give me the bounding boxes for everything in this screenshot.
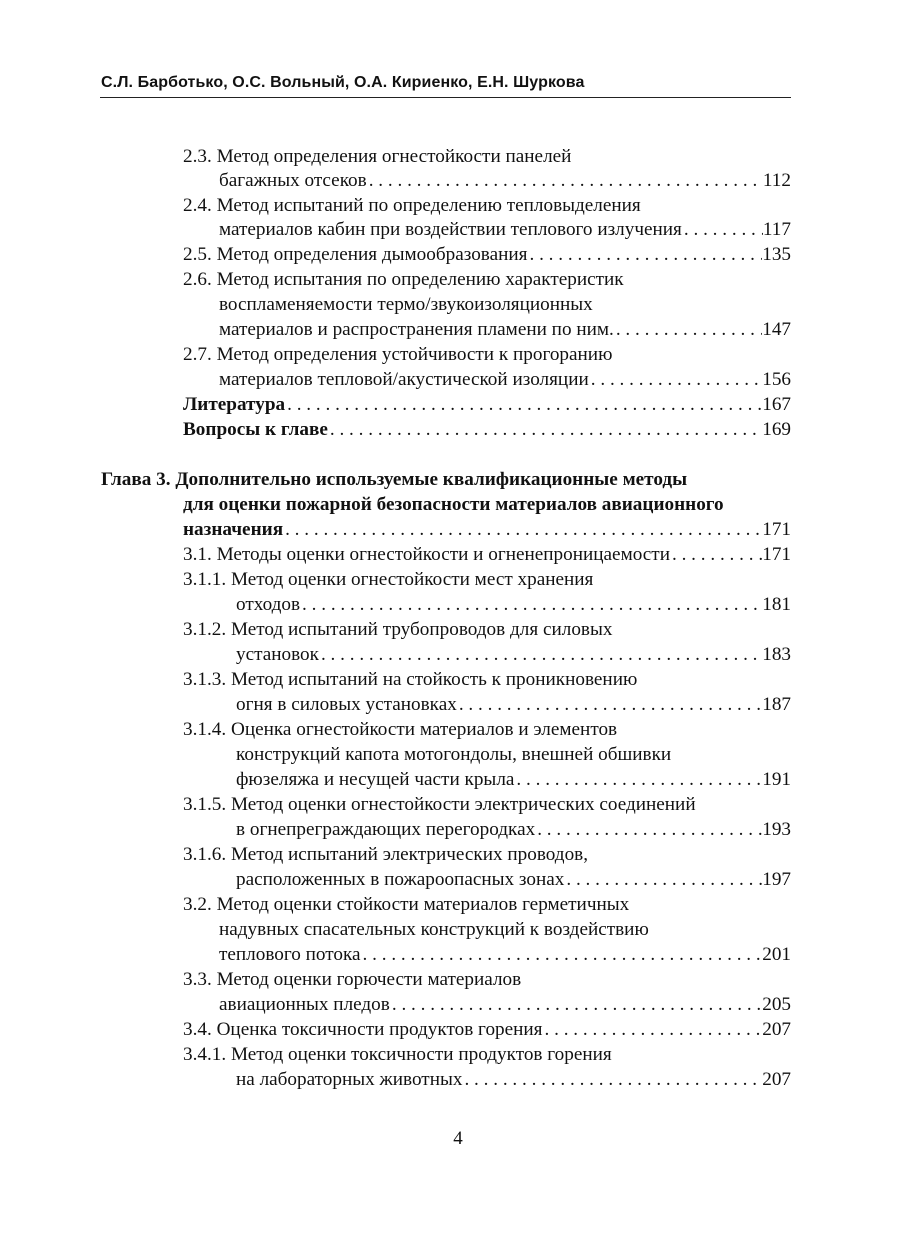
toc-page-number: 205 — [762, 994, 791, 1015]
toc-line: 2.3. Метод определения огнестойкости панелей — [183, 146, 572, 167]
toc-page-number: 187 — [762, 694, 791, 715]
toc-line: 3.1.2. Метод испытаний трубопроводов для силовых — [183, 619, 613, 640]
leader-dots — [589, 368, 762, 392]
leader-dots — [514, 768, 762, 792]
leader-dots — [457, 693, 762, 717]
toc-entry-2-6[interactable] — [219, 318, 791, 342]
toc-entry-3-2[interactable] — [219, 943, 791, 967]
toc-entry-2-5[interactable] — [183, 243, 791, 267]
leader-dots — [361, 943, 763, 967]
toc-entry-title: в огнепреграждающих перегородках — [236, 819, 536, 840]
leader-dots — [462, 1068, 762, 1092]
toc-entry-3-4-1[interactable] — [236, 1068, 791, 1092]
toc-line: 2.7. Метод определения устойчивости к прогоранию — [183, 344, 613, 365]
toc-entry-3-1-1[interactable] — [236, 593, 791, 617]
toc-line: воспламеняемости термо/звукоизоляционных — [219, 294, 593, 315]
toc-page-number: 193 — [762, 819, 791, 840]
toc-entry-questions[interactable] — [183, 418, 791, 442]
toc-line: 3.1.6. Метод испытаний электрических проводов, — [183, 844, 589, 865]
toc-page-number: 167 — [762, 394, 791, 415]
toc-entry-chapter-3[interactable] — [183, 518, 791, 542]
toc-entry-3-4[interactable] — [183, 1018, 791, 1042]
toc-line: 3.3. Метод оценки горючести материалов — [183, 969, 522, 990]
leader-dots — [614, 318, 762, 342]
toc-entry-2-7[interactable] — [219, 368, 791, 392]
leader-dots — [367, 169, 763, 193]
toc-entry-title: 3.1. Методы оценки огнестойкости и огненепроницаемости — [183, 544, 670, 565]
toc-line: 3.1.5. Метод оценки огнестойкости электрических соединений — [183, 794, 696, 815]
leader-dots — [283, 518, 762, 542]
toc-line: 3.1.1. Метод оценки огнестойкости мест хранения — [183, 569, 594, 590]
toc-entry-3-1-3[interactable] — [236, 693, 791, 717]
toc-page-number: 181 — [762, 594, 791, 615]
toc-entry-title: 3.4. Оценка токсичности продуктов горения — [183, 1019, 543, 1040]
toc-entry-title: установок — [236, 644, 319, 665]
toc-entry-title: Вопросы к главе — [183, 419, 328, 440]
toc-entry-2-3[interactable] — [219, 169, 791, 193]
toc-entry-title: багажных отсеков — [219, 170, 367, 191]
toc-entry-title: материалов кабин при воздействии теплового излучения — [219, 219, 682, 240]
leader-dots — [300, 593, 762, 617]
leader-dots — [390, 993, 762, 1017]
toc-line: конструкций капота мотогондолы, внешней обшивки — [236, 744, 672, 765]
toc-page-number: 197 — [762, 869, 791, 890]
toc-entry-3-3[interactable] — [219, 993, 791, 1017]
toc-entry-title: Литература — [183, 394, 286, 415]
leader-dots — [319, 643, 762, 667]
page-number: 4 — [453, 1128, 463, 1149]
running-header-authors: С.Л. Барботько, О.С. Вольный, О.А. Кириенко, Е.Н. Шуркова — [101, 74, 585, 91]
toc-page-number: 147 — [762, 319, 791, 340]
toc-entry-title: теплового потока — [219, 944, 361, 965]
leader-dots — [543, 1018, 763, 1042]
toc-page-number: 117 — [762, 219, 791, 240]
toc-page-number: 207 — [762, 1069, 791, 1090]
toc-page-number: 169 — [762, 419, 791, 440]
leader-dots — [328, 418, 762, 442]
toc-line: 2.4. Метод испытаний по определению тепловыделения — [183, 195, 641, 216]
toc-page-number: 156 — [762, 369, 791, 390]
leader-dots — [535, 818, 762, 842]
toc-entry-title: назначения — [183, 519, 284, 540]
toc-page-number: 201 — [762, 944, 791, 965]
toc-entry-title: материалов и распространения пламени по ним. — [219, 319, 614, 340]
toc-entry-title: материалов тепловой/акустической изоляции — [219, 369, 589, 390]
toc-entry-title: 2.5. Метод определения дымообразования — [183, 244, 528, 265]
toc-line: 3.2. Метод оценки стойкости материалов герметичных — [183, 894, 630, 915]
toc-entry-title: на лабораторных животных — [236, 1069, 463, 1090]
toc-line: для оценки пожарной безопасности материалов авиационного — [183, 494, 724, 515]
leader-dots — [682, 218, 763, 242]
toc-page-number: 171 — [762, 519, 791, 540]
leader-dots — [285, 393, 762, 417]
toc-line: Глава 3. Дополнительно используемые квалификационные методы — [101, 469, 688, 490]
toc-entry-title: отходов — [236, 594, 301, 615]
toc-entry-3-1-6[interactable] — [236, 868, 791, 892]
header-rule — [100, 97, 791, 98]
toc-entry-title: расположенных в пожароопасных зонах — [236, 869, 565, 890]
toc-page-number: 207 — [762, 1019, 791, 1040]
toc-page-number: 171 — [762, 544, 791, 565]
toc-entry-title: огня в силовых установках — [236, 694, 457, 715]
toc-page-number: 183 — [762, 644, 791, 665]
toc-entry-title: авиационных пледов — [219, 994, 390, 1015]
toc-entry-literature[interactable] — [183, 393, 791, 417]
toc-page-number: 112 — [762, 170, 791, 191]
toc-entry-3-1-4[interactable] — [236, 768, 791, 792]
toc-page-number: 135 — [762, 244, 791, 265]
toc-entry-title: фюзеляжа и несущей части крыла — [236, 769, 515, 790]
toc-entry-3-1-5[interactable] — [236, 818, 791, 842]
toc-line: 2.6. Метод испытания по определению характеристик — [183, 269, 624, 290]
leader-dots — [527, 243, 762, 267]
toc-line: 3.4.1. Метод оценки токсичности продуктов горения — [183, 1044, 612, 1065]
leader-dots — [564, 868, 762, 892]
toc-page-number: 191 — [762, 769, 791, 790]
toc-entry-3-1-2[interactable] — [236, 643, 791, 667]
toc-entry-2-4[interactable] — [219, 218, 791, 242]
toc-entry-3-1[interactable] — [183, 543, 791, 567]
toc-line: 3.1.4. Оценка огнестойкости материалов и элементов — [183, 719, 618, 740]
leader-dots — [670, 543, 762, 567]
toc-line: надувных спасательных конструкций к воздействию — [219, 919, 649, 940]
toc-line: 3.1.3. Метод испытаний на стойкость к проникновению — [183, 669, 638, 690]
